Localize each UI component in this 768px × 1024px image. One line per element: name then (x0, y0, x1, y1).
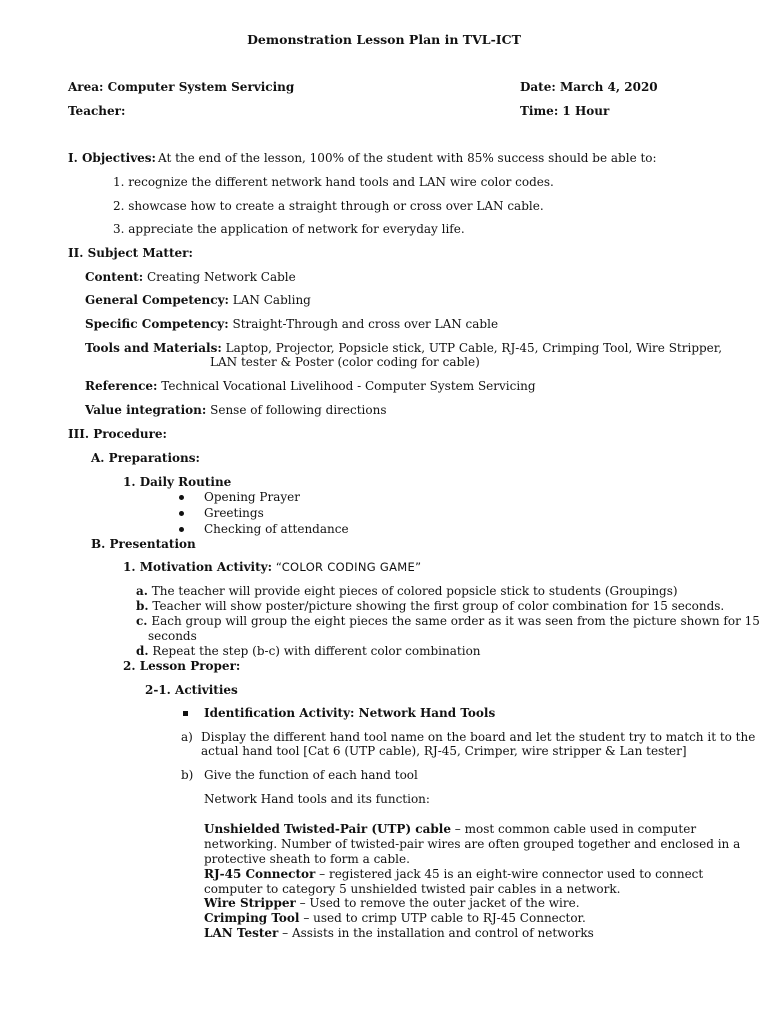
document-title: Demonstration Lesson Plan in TVL-ICT (247, 32, 521, 47)
step-item (136, 614, 760, 629)
rj45-term: RJ-45 Connector (204, 867, 316, 881)
rj45-def: – registered jack 45 is an eight-wire connector used to connect (315, 867, 704, 881)
general-competency-line (85, 293, 311, 308)
specific-competency-line (85, 317, 498, 332)
tools-value-cont: LAN tester & Poster (color coding for cable) (210, 355, 480, 369)
tester-definition (204, 926, 594, 941)
tester-term: LAN Tester (204, 926, 279, 940)
item-b-label: b) (181, 768, 194, 782)
presentation-heading: B. Presentation (91, 537, 196, 551)
routine-item: Opening Prayer (204, 490, 300, 504)
step-letter: c. (136, 614, 148, 628)
content-value: Creating Network Cable (146, 270, 296, 284)
tools-line (85, 341, 722, 356)
routine-item: Checking of attendance (204, 522, 349, 536)
content-line (85, 270, 296, 285)
item-a-text-cont: actual hand tool [Cat 6 (UTP cable), RJ-45, Crimper, wire stripper & Lan tester] (201, 744, 687, 758)
objective-item: 1. recognize the different network hand tools and LAN wire color codes. (113, 175, 554, 189)
activities-heading: 2-1. Activities (145, 683, 238, 697)
item-a-text: Display the different hand tool name on the board and let the student try to match it to the (201, 730, 756, 744)
general-competency-label: General Competency: (85, 293, 229, 307)
daily-routine-heading: 1. Daily Routine (123, 475, 232, 489)
step-text: Each group will group the eight pieces the same order as it was seen from the picture shown for 15 (151, 614, 760, 628)
value-integration-value: Sense of following directions (210, 403, 387, 417)
rj45-def-cont: computer to category 5 unshielded twisted pair cables in a network. (204, 882, 621, 896)
bullet-icon (179, 495, 184, 500)
step-text: The teacher will provide eight pieces of colored popsicle stick to students (Groupings) (151, 584, 678, 598)
bullet-icon (179, 527, 184, 532)
step-letter: d. (136, 644, 149, 658)
content-label: Content: (85, 270, 144, 284)
square-bullet-icon (183, 711, 188, 716)
item-b-text: Give the function of each hand tool (204, 768, 418, 782)
area-label: Area: Computer System Servicing (68, 80, 295, 94)
tools-value: Laptop, Projector, Popsicle stick, UTP Cable, RJ-45, Crimping Tool, Wire Stripper, (225, 341, 723, 355)
general-competency-value: LAN Cabling (232, 293, 311, 307)
motivation-label: 1. Motivation Activity: (123, 560, 273, 574)
objectives-intro: At the end of the lesson, 100% of the student with 85% success should be able to: (158, 151, 657, 165)
objectives-heading: I. Objectives: (68, 151, 156, 165)
utp-def: – most common cable used in computer (450, 822, 697, 836)
step-letter: a. (136, 584, 148, 598)
reference-label: Reference: (85, 379, 158, 393)
utp-def-cont: networking. Number of twisted-pair wires are often grouped together and enclosed in a (204, 837, 741, 851)
value-integration-line (85, 403, 386, 418)
utp-term: Unshielded Twisted-Pair (UTP) cable (204, 822, 451, 836)
functions-heading: Network Hand tools and its function: (204, 792, 430, 806)
reference-value: Technical Vocational Livelihood - Computer System Servicing (161, 379, 536, 393)
step-text: Repeat the step (b-c) with different color combination (152, 644, 481, 658)
step-item (136, 644, 481, 659)
teacher-label: Teacher: (68, 104, 126, 118)
lesson-proper-heading: 2. Lesson Proper: (123, 659, 241, 673)
reference-line (85, 379, 536, 394)
objective-item: 2. showcase how to create a straight through or cross over LAN cable. (113, 199, 544, 213)
specific-competency-label: Specific Competency: (85, 317, 229, 331)
step-text: Teacher will show poster/picture showing the first group of color combination for 15 seconds. (152, 599, 725, 613)
step-item (136, 599, 724, 614)
date-label: Date: March 4, 2020 (520, 80, 658, 94)
stripper-definition (204, 896, 580, 911)
stripper-term: Wire Stripper (204, 896, 296, 910)
objective-item: 3. appreciate the application of network for everyday life. (113, 222, 465, 236)
bullet-icon (179, 511, 184, 516)
value-integration-label: Value integration: (85, 403, 207, 417)
identification-heading: Identification Activity: Network Hand Tools (204, 706, 496, 720)
procedure-heading: III. Procedure: (68, 427, 167, 441)
step-letter: b. (136, 599, 149, 613)
routine-item: Greetings (204, 506, 264, 520)
motivation-line (123, 560, 421, 575)
utp-definition (204, 822, 696, 837)
crimp-term: Crimping Tool (204, 911, 300, 925)
tools-label: Tools and Materials: (85, 341, 222, 355)
preparations-heading: A. Preparations: (91, 451, 200, 465)
tester-def: – Assists in the installation and control of networks (278, 926, 594, 940)
motivation-value: “COLOR CODING GAME” (275, 560, 422, 574)
crimp-definition (204, 911, 586, 926)
time-label: Time: 1 Hour (520, 104, 610, 118)
rj45-definition (204, 867, 703, 882)
subject-matter-heading: II. Subject Matter: (68, 246, 193, 260)
stripper-def: – Used to remove the outer jacket of the wire. (295, 896, 580, 910)
step-text-cont: seconds (148, 629, 197, 643)
crimp-def: – used to crimp UTP cable to RJ-45 Connector. (299, 911, 586, 925)
utp-def-cont: protective sheath to form a cable. (204, 852, 410, 866)
step-item (136, 584, 678, 599)
specific-competency-value: Straight-Through and cross over LAN cable (232, 317, 499, 331)
item-a-label: a) (181, 730, 193, 744)
